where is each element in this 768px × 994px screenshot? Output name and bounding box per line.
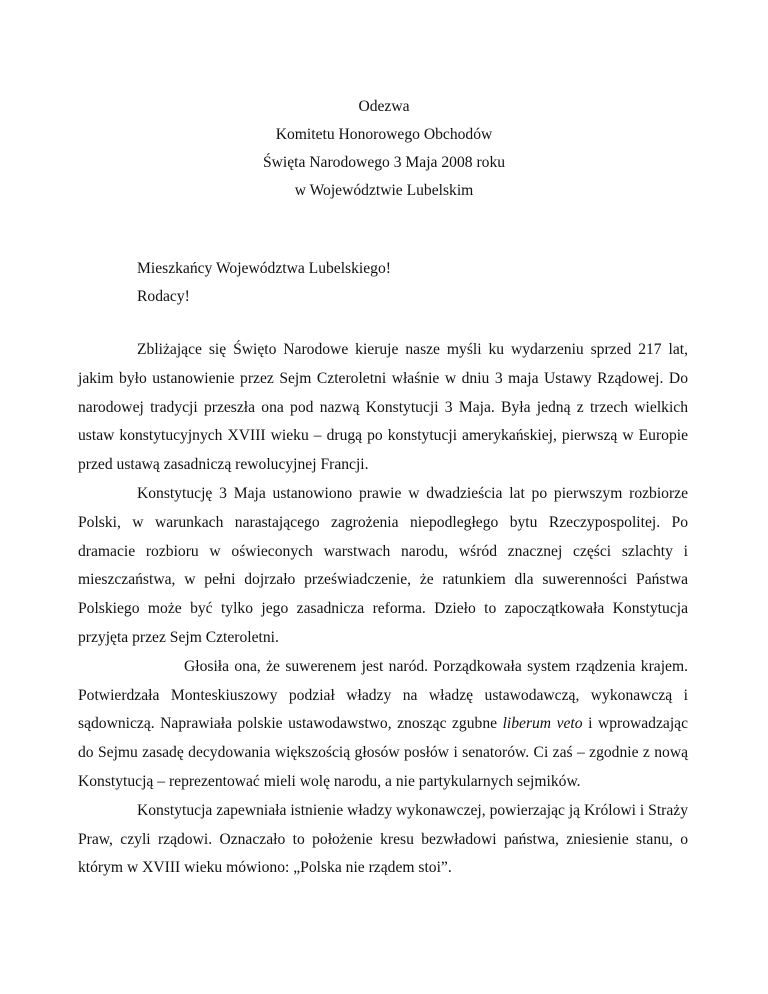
document-body [78, 336, 688, 883]
salutation-residents: Mieszkańcy Województwa Lubelskiego! [137, 260, 391, 277]
paragraph-3-part-a: Głosiła ona, że suwerenem jest naród. Porządkowała system rządzenia krajem. Potwierdzała Monteskiuszowy podział władzy na władzę ustawodawczą, wykonawczą i sądowniczą. Naprawiała polskie ustawodawstwo, znosząc zgubne [78, 657, 688, 733]
paragraph-3 [78, 653, 688, 797]
salutation-block [137, 255, 391, 311]
paragraph-3-italic-term: liberum veto [502, 715, 583, 733]
paragraph-4: Konstytucja zapewniała istnienie władzy wykonawczej, powierzając ją Królowi i Straży Praw, czyli rządowi. Oznaczało to położenie kresu bezwładowi państwa, zniesienie stanu, o którym w XVIII wieku mówiono: „Polska nie rządem stoi”. [78, 801, 688, 877]
title-line-committee: Komitetu Honorowego Obchodów [275, 126, 493, 143]
paragraph-3-part-b: i wprowadzając do Sejmu zasadę decydowania większością głosów posłów i senatorów. Ci zaś – zgodnie z nową Konstytucją – reprezentować mieli wolę narodu, a nie partykularnych sejmików. [78, 715, 688, 790]
paragraph-1: Zbliżające się Święto Narodowe kieruje nasze myśli ku wydarzeniu sprzed 217 lat, jakim było ustanowienie przez Sejm Czteroletni właśnie w dniu 3 maja Ustawy Rządowej. Do narodowej tradycji przeszła ona pod nazwą Konstytucji 3 Maja. Była jedną z trzech wielkich ustaw konstytucyjnych XVIII wieku – drugą po konstytucji amerykańskiej, pierwszą w Europie przed ustawą zasadniczą rewolucyjnej Francji. [78, 341, 688, 474]
paragraph-2: Konstytucję 3 Maja ustanowiono prawie w dwadzieścia lat po pierwszym rozbiorze Polski, w warunkach narastającego zagrożenia niepodległego bytu Rzeczypospolitej. Po dramacie rozbioru w oświeconych warstwach narodu, wśród znacznej części szlachty i mieszczaństwa, w pełni dojrzało przeświadczenie, że ratunkiem dla suwerenności Państwa Polskiego może być tylko jego zasadnicza reforma. Dzieło to zapoczątkowała Konstytucja przyjęta przez Sejm Czteroletni. [78, 484, 688, 646]
title-line-holiday: Święta Narodowego 3 Maja 2008 roku [262, 154, 506, 171]
salutation-compatriots: Rodacy! [137, 288, 190, 305]
title-line-region: w Województwie Lubelskim [294, 182, 474, 199]
title-line-odezwa: Odezwa [358, 98, 410, 115]
document-title-block [0, 93, 768, 205]
